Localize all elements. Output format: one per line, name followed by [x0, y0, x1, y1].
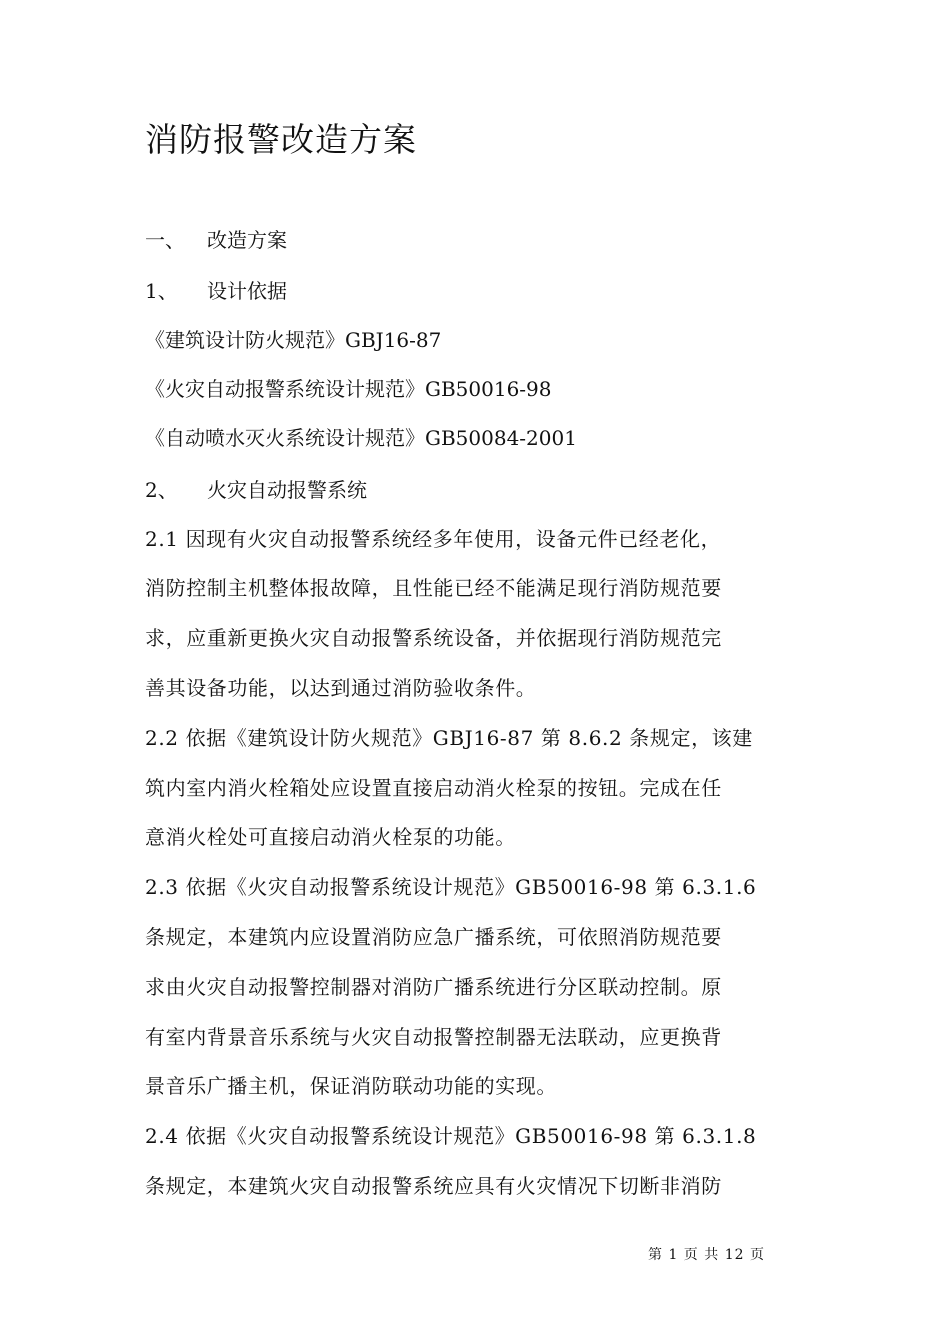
page-footer: 第 1 页 共 12 页 — [648, 1247, 765, 1263]
subsection-title: 设计依据 — [207, 279, 287, 303]
paragraph-line: 条规定，本建筑火灾自动报警系统应具有火灾情况下切断非消防 — [145, 1174, 722, 1198]
paragraph-line: 2.1 因现有火灾自动报警系统经多年使用，设备元件已经老化， — [145, 527, 722, 551]
reference-item: 《火灾自动报警系统设计规范》GB50016-98 — [145, 377, 552, 401]
subsection-heading-1 — [145, 276, 287, 306]
paragraph-line: 2.4 依据《火灾自动报警系统设计规范》GB50016-98 第 6.3.1.8 — [145, 1124, 757, 1148]
paragraph-line: 2.2 依据《建筑设计防火规范》GBJ16-87 第 8.6.2 条规定，该建 — [145, 726, 753, 750]
paragraph-line: 景音乐广播主机，保证消防联动功能的实现。 — [145, 1074, 557, 1098]
paragraph-line: 有室内背景音乐系统与火灾自动报警控制器无法联动，应更换背 — [145, 1025, 722, 1049]
paragraph-line: 善其设备功能，以达到通过消防验收条件。 — [145, 676, 537, 700]
paragraph-line: 2.3 依据《火灾自动报警系统设计规范》GB50016-98 第 6.3.1.6 — [145, 875, 757, 899]
section-title: 改造方案 — [207, 228, 287, 252]
paragraph-line: 意消火栓处可直接启动消火栓泵的功能。 — [145, 825, 516, 849]
paragraph-line: 消防控制主机整体报故障，且性能已经不能满足现行消防规范要 — [145, 576, 722, 600]
subsection-number: 2、 — [145, 478, 178, 502]
paragraph-line: 筑内室内消火栓箱处应设置直接启动消火栓泵的按钮。完成在任 — [145, 776, 722, 800]
subsection-number: 1、 — [145, 279, 178, 303]
subsection-title: 火灾自动报警系统 — [207, 478, 367, 502]
paragraph-line: 条规定，本建筑内应设置消防应急广播系统，可依照消防规范要 — [145, 925, 722, 949]
reference-item: 《建筑设计防火规范》GBJ16-87 — [145, 328, 442, 352]
section-heading-1 — [145, 225, 287, 255]
section-number: 一、 — [145, 228, 185, 252]
subsection-heading-2 — [145, 475, 367, 505]
document-title: 消防报警改造方案 — [145, 120, 417, 159]
reference-item: 《自动喷水灭火系统设计规范》GB50084-2001 — [145, 426, 577, 450]
paragraph-line: 求由火灾自动报警控制器对消防广播系统进行分区联动控制。原 — [145, 975, 722, 999]
paragraph-line: 求，应重新更换火灾自动报警系统设备，并依据现行消防规范完 — [145, 626, 722, 650]
